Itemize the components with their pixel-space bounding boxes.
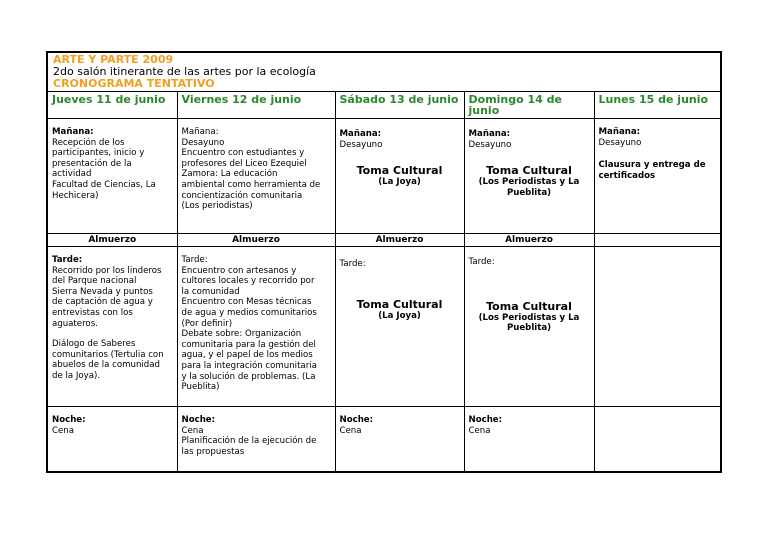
lunch-domingo: Almuerzo [464, 234, 594, 247]
day-header-jueves: Jueves 11 de junio [48, 92, 177, 119]
toma-place: (Los Periodistas y La [478, 312, 580, 323]
days-row [48, 92, 720, 119]
night-domingo: Noche: Cena [464, 407, 594, 471]
morning-jueves: Mañana: Recepción de los participantes, inicio y presentación de la actividad Facultad de Ciencias, La Hechicera) [48, 119, 177, 234]
morning-label: Mañana: [598, 127, 641, 137]
morning-viernes: Mañana: Desayuno Encuentro con estudiantes y profesores del Liceo Ezequiel Zamora: La educación ambiental como herramienta de concientización comunitaria (Los periodistas) [177, 119, 335, 234]
night-viernes: Noche: Cena Planificación de la ejecución de las propuestas [177, 407, 335, 471]
morning-lunes: Mañana: Desayuno Clausura y entrega de certificados [594, 119, 720, 234]
afternoon-sabado [335, 247, 464, 407]
schedule-table [48, 92, 720, 471]
schedule-sheet [46, 51, 722, 473]
morning-label: Mañana: [181, 127, 219, 137]
toma-place: (La Joya) [378, 310, 421, 321]
toma-cultural-label: Toma Cultural [356, 297, 443, 311]
night-lunes [594, 407, 720, 471]
night-label: Noche: [468, 415, 503, 425]
lunch-viernes: Almuerzo [177, 234, 335, 247]
toma-cultural-label: Toma Cultural [356, 164, 443, 178]
afternoon-label: Tarde: [468, 257, 495, 267]
night-jueves: Noche: Cena [48, 407, 177, 471]
toma-cultural-label: Toma Cultural [486, 299, 572, 313]
lunch-lunes [594, 234, 720, 247]
day-header-viernes: Viernes 12 de junio [177, 92, 335, 119]
lunch-row [48, 234, 720, 247]
morning-domingo: Mañana: Desayuno Toma Cultural (Los Periodistas y La Pueblita) [464, 119, 594, 234]
afternoon-label: Tarde: [339, 259, 366, 269]
night-sabado: Noche: Cena [335, 407, 464, 471]
toma-place: (La Joya) [378, 177, 421, 188]
toma-cultural-label: Toma Cultural [486, 164, 572, 178]
afternoon-label: Tarde: [181, 255, 208, 265]
morning-row [48, 119, 720, 234]
lunch-jueves: Almuerzo [48, 234, 177, 247]
morning-label: Mañana: [339, 129, 382, 139]
morning-label: Mañana: [468, 129, 511, 139]
day-header-lunes: Lunes 15 de junio [594, 92, 720, 119]
event-subtitle: 2do salón itinerante de las artes por la ecología [53, 65, 316, 78]
closing-label: Clausura y entrega de [598, 160, 706, 171]
lunch-sabado: Almuerzo [335, 234, 464, 247]
afternoon-jueves: Tarde: Recorrido por los linderos del Parque nacional Sierra Nevada y puntos de captación de agua y entrevistas con los aguateros. Diálogo de Saberes comunitarios (Tertulia con abuelos de la comunidad de la Joya). [48, 247, 177, 407]
night-label: Noche: [52, 415, 86, 425]
toma-place: (Los Periodistas y La [478, 177, 580, 188]
morning-label: Mañana: [52, 127, 94, 137]
afternoon-viernes: Tarde: Encuentro con artesanos y cultores locales y recorrido por la comunidad Encuentro con Mesas técnicas de agua y medios comunitarios (Por definir) Debate sobre: Organización comunitaria para la gestión del agua, y el papel de los medios para la integración comunitaria y la solución de problemas. (La Pueblita) [177, 247, 335, 407]
day-header-sabado: Sábado 13 de junio [335, 92, 464, 119]
night-row [48, 407, 720, 471]
schedule-header [48, 53, 720, 92]
afternoon-row [48, 247, 720, 407]
schedule-title: CRONOGRAMA TENTATIVO [53, 77, 215, 90]
afternoon-domingo: Tarde: Toma Cultural (Los Periodistas y La Pueblita) [464, 247, 594, 407]
day-header-domingo: Domingo 14 de junio [464, 92, 594, 119]
event-title: ARTE Y PARTE 2009 [53, 53, 174, 66]
afternoon-lunes [594, 247, 720, 407]
night-label: Noche: [181, 415, 216, 425]
night-label: Noche: [339, 415, 374, 425]
afternoon-label: Tarde: [52, 255, 83, 265]
morning-sabado: Mañana: Desayuno Toma Cultural (La Joya) [335, 119, 464, 234]
